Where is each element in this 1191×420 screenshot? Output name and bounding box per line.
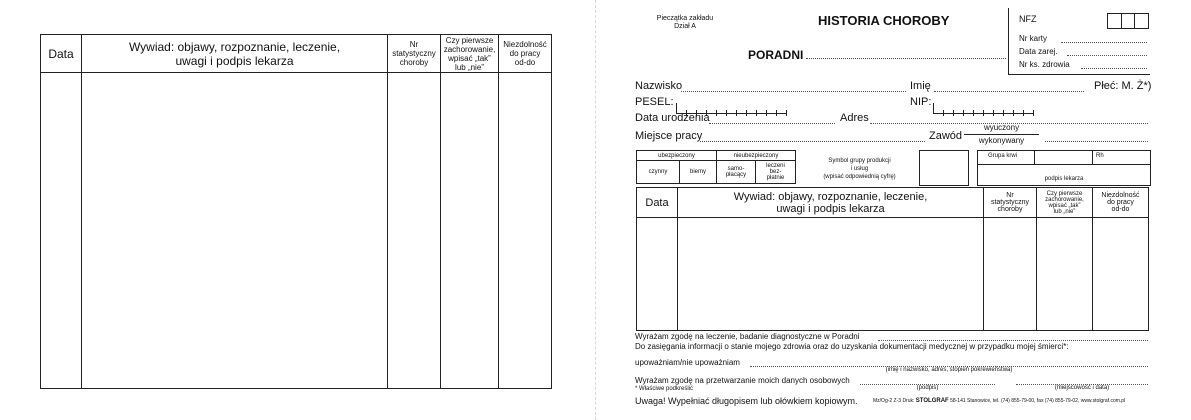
page-title: HISTORIA CHOROBY [818, 13, 950, 28]
consent-info-text: Do zasięgania informacji o stanie mojego zdrowia oraz do uzyskania dokumentacji medycznej w przypadku mojej śmierci*: [635, 342, 1069, 351]
adres-label: Adres [840, 112, 869, 124]
wywiad-cell[interactable] [82, 73, 388, 389]
consent-treatment-text: Wyrażam zgodę na leczenie, badanie diagnostyczne w Poradni [635, 332, 860, 341]
date-cell[interactable] [637, 218, 678, 331]
nfz-label: NFZ [1019, 14, 1037, 24]
nfz-box [1008, 8, 1150, 75]
nr-ks-field[interactable] [1081, 68, 1147, 69]
nieubezpieczony-header: nieubezpieczony [717, 151, 796, 161]
samo-placacy-cell[interactable]: samo- płacący [717, 161, 756, 184]
pierwsze-cell[interactable] [1037, 218, 1093, 331]
nazwisko-field[interactable] [681, 91, 906, 92]
upowaznia-label: upoważniam/nie upoważniam [635, 358, 740, 367]
col-wywiad-header: Wywiad: objawy, rozpoznanie, leczenie, uwagi i podpis lekarza [678, 188, 984, 218]
col-nr-header: Nr statystyczny choroby [388, 35, 441, 73]
imie-label: Imię [910, 80, 931, 92]
col-wywiad-header: Wywiad: objawy, rozpoznanie, leczenie, uwagi i podpis lekarza [82, 35, 388, 73]
data-urodzenia-field[interactable] [709, 123, 835, 124]
poradni-field[interactable] [806, 58, 1006, 59]
data-zarej-field[interactable] [1067, 55, 1147, 56]
symbol-box[interactable] [919, 150, 969, 186]
col-nr-header: Nr statystyczny choroby [984, 188, 1037, 218]
print-brand: STOLGRAF [915, 398, 949, 404]
left-history-table [40, 34, 552, 389]
plec-label: Płeć: M. Ż*) [1094, 80, 1152, 92]
nr-karty-field[interactable] [1061, 42, 1147, 43]
zawod-label: Zawód [929, 130, 963, 142]
imie-field[interactable] [934, 91, 1084, 92]
zawod-field[interactable] [1045, 141, 1148, 142]
consent-treatment-field[interactable] [878, 340, 1148, 341]
ubezpieczony-header: ubezpieczony [637, 151, 717, 161]
leczeni-bezplatnie-cell[interactable]: leczeni bez- płatnie [756, 161, 796, 184]
uwaga-note: Uwaga! Wypełniać długopisem lub ołówkiem kopiowym. [635, 396, 858, 406]
grupa-krwi-label: Grupa krwi [988, 153, 1018, 159]
insurance-table [636, 150, 796, 184]
rh-label: Rh [1096, 153, 1104, 159]
niezdolnosc-cell[interactable] [1093, 218, 1149, 331]
zawod-divider [964, 134, 1039, 135]
upowaznia-caption: (imię i nazwisko, adres, stopień pokrewieństwa) [885, 367, 1013, 373]
consent-data-text: Wyrażam zgodę na przetwarzanie moich danych osobowych [635, 376, 850, 385]
czynny-cell[interactable]: czynny [637, 161, 680, 184]
right-history-table [636, 187, 1149, 331]
data-urodzenia-label: Data urodzenia [635, 112, 710, 124]
nip-boxes[interactable] [933, 96, 1034, 114]
col-date-header: Data [41, 35, 82, 73]
page-fold [595, 0, 596, 420]
data-zarej-label: Data zarej. [1019, 47, 1058, 56]
col-date-header: Data [637, 188, 678, 218]
nr-cell[interactable] [388, 73, 441, 389]
biemy-cell[interactable]: biemy [680, 161, 717, 184]
print-code: Mz/Og-2 Z-3 Druk: [873, 398, 915, 404]
stamp-label: Pieczątka zakładu Dział A [656, 15, 714, 30]
nip-label: NIP: [910, 96, 932, 108]
print-address: 58-141 Stanowice, tel. (74) 855-79-00, fax (74) 855-79-02, www.stolgraf.com.pl [950, 398, 1126, 404]
col-niezdolnosc-header: Niezdolność do pracy od-do [499, 35, 552, 73]
poradni-label: PORADNI [748, 48, 804, 62]
wykonywany-label: wykonywany [978, 136, 1025, 145]
nr-cell[interactable] [984, 218, 1037, 331]
print-info [873, 398, 1125, 404]
wyuczony-label: wyuczony [983, 123, 1020, 132]
col-niezdolnosc-header: Niezdolność do pracy od-do [1093, 188, 1149, 218]
pierwsze-cell[interactable] [441, 73, 499, 389]
miejsce-pracy-label: Miejsce pracy [635, 130, 703, 142]
date-cell[interactable] [41, 73, 82, 389]
nfz-code-boxes[interactable] [1107, 13, 1149, 29]
miejscowosc-caption: (miejscowość i data) [1054, 385, 1110, 391]
niezdolnosc-cell[interactable] [499, 73, 552, 389]
podpis-lekarza-label: podpis lekarza [1044, 176, 1084, 182]
symbol-label: Symbol grupy produkcji i usług (wpisać odpowiednią cyfrę) [823, 158, 896, 180]
blood-group-box [977, 150, 1151, 186]
wywiad-cell[interactable] [678, 218, 984, 331]
miejsce-pracy-field[interactable] [700, 141, 925, 142]
nazwisko-label: Nazwisko [635, 80, 683, 92]
podpis-caption: (podpis) [916, 385, 939, 391]
nr-ks-label: Nr ks. zdrowia [1019, 60, 1070, 69]
nr-karty-label: Nr karty [1019, 34, 1047, 43]
pesel-label: PESEL: [635, 96, 674, 108]
wlasciwe-note: * Właściwe podkreślić [635, 386, 694, 392]
col-pierwsze-header: Czy pierwsze zachorowanie, wpisać „tak” lub „nie” [441, 35, 499, 73]
col-pierwsze-header: Czy pierwsze zachorowanie, wpisać „tak” lub „nie” [1037, 188, 1093, 218]
